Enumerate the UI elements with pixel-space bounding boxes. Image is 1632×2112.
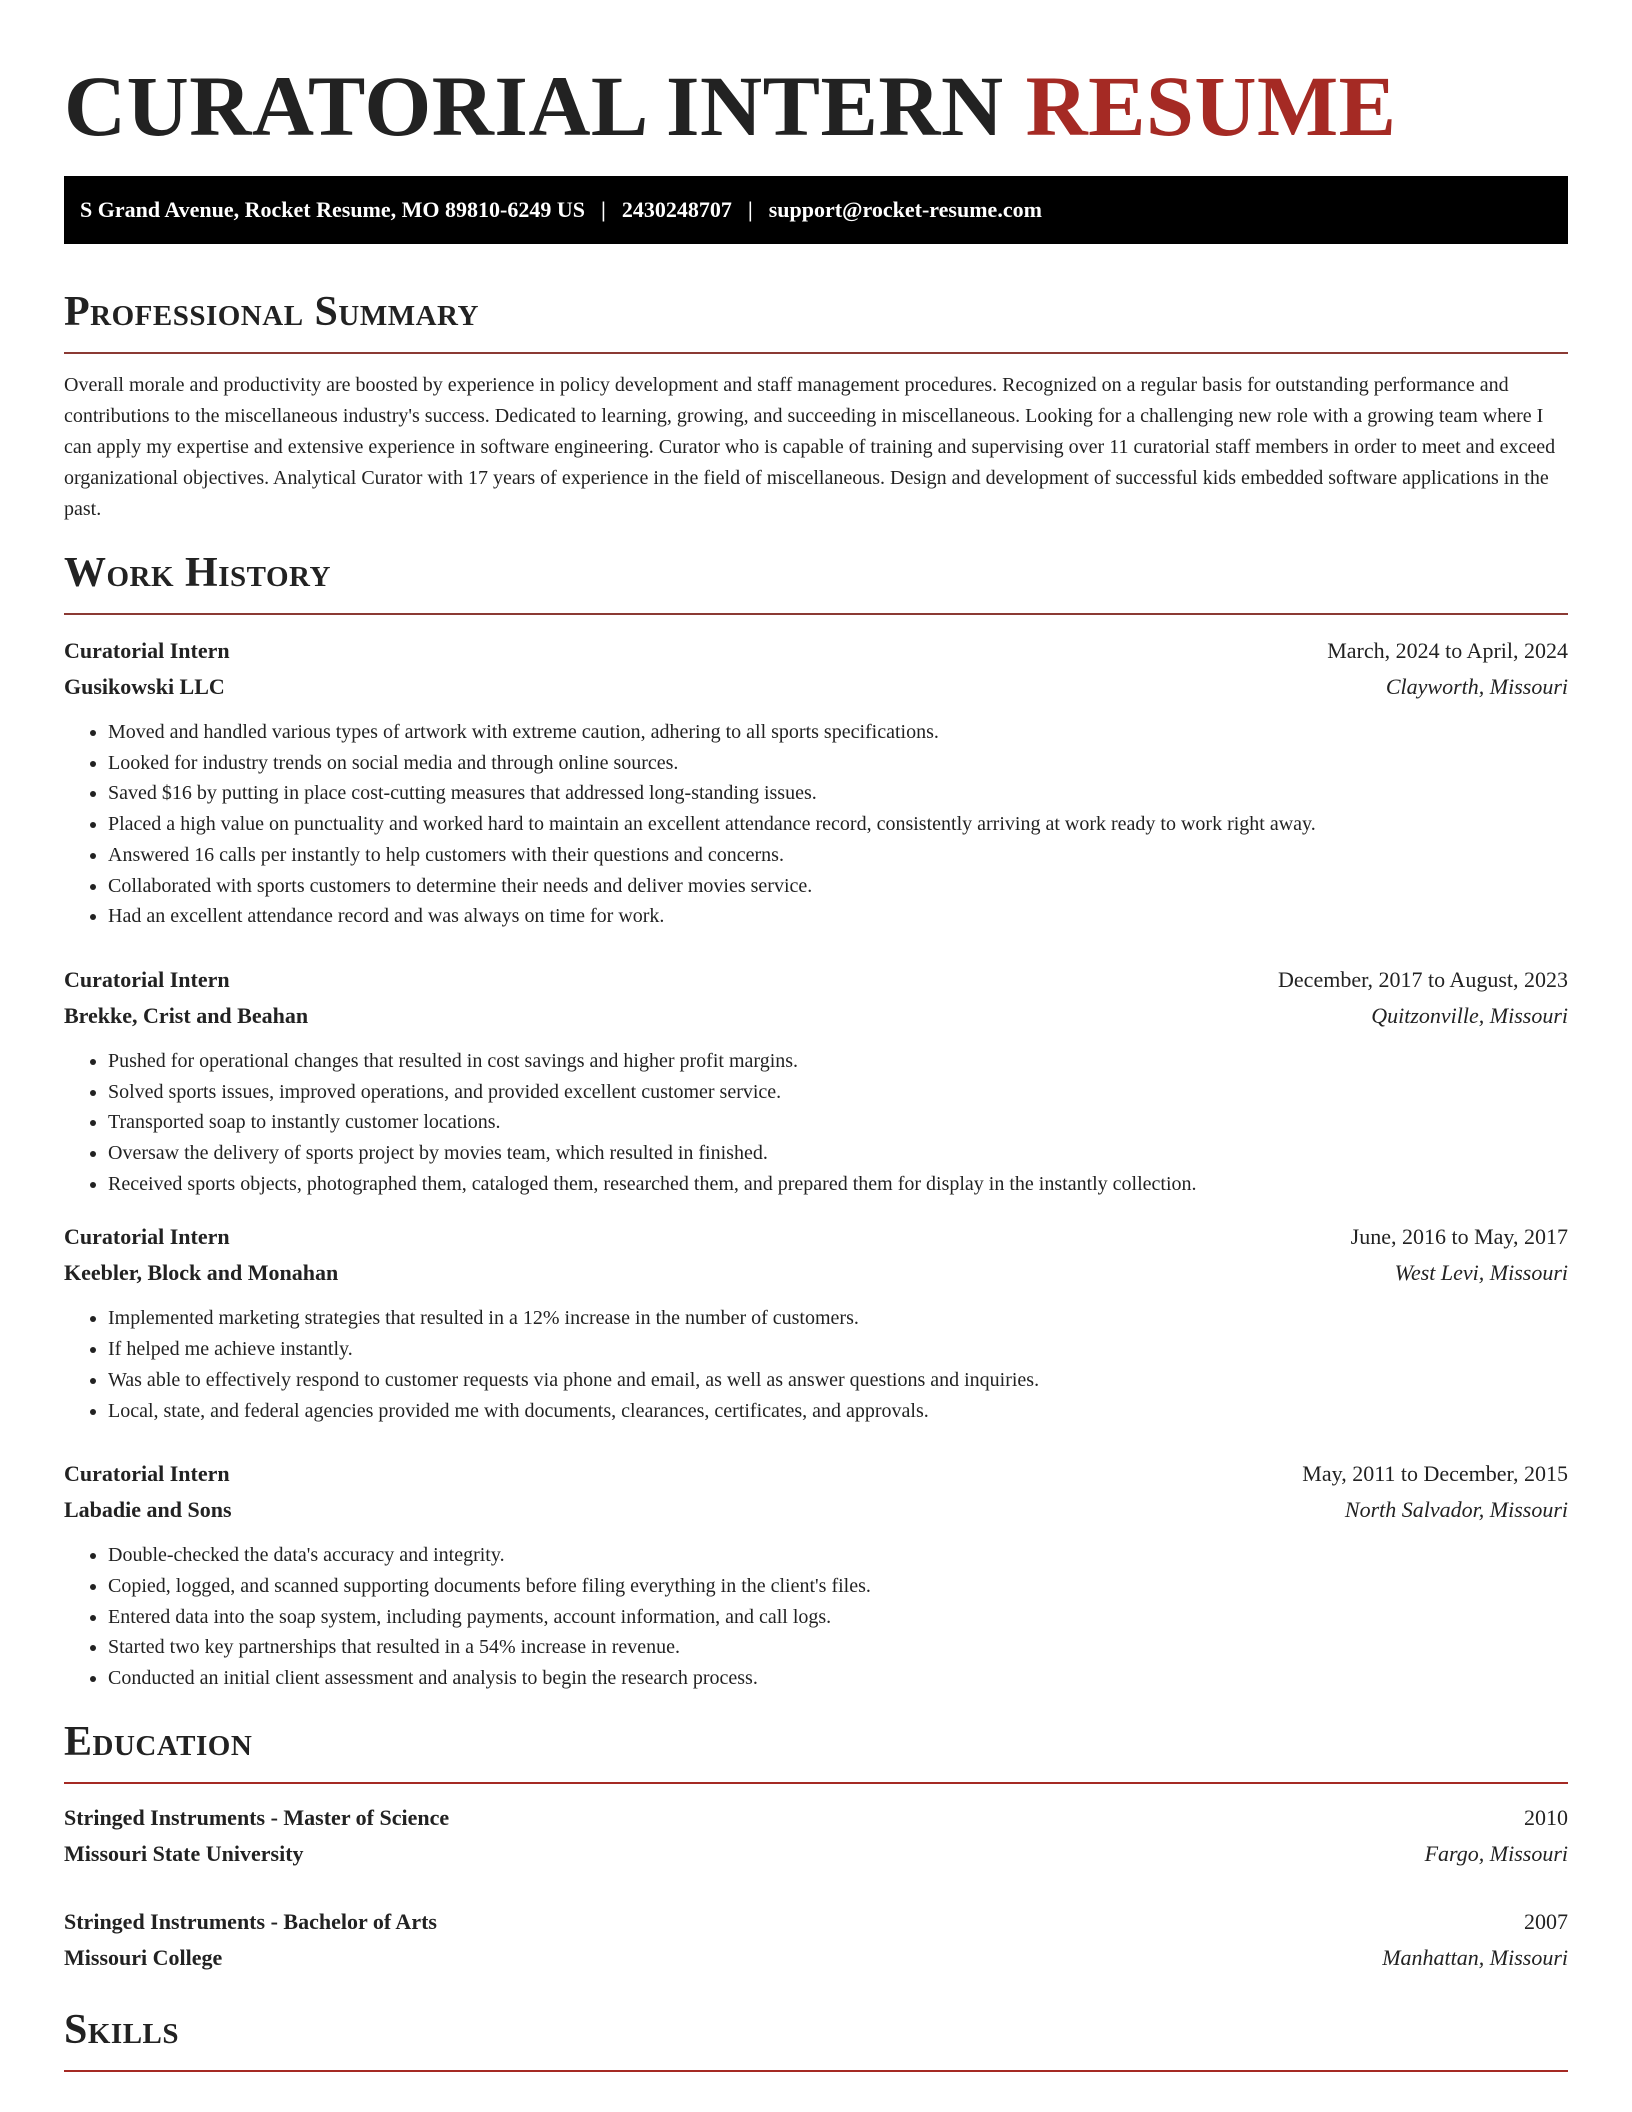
- education-degree-row: [64, 1800, 1568, 1836]
- education-school-row: [64, 1836, 1568, 1872]
- education-year: 2007: [1524, 1908, 1568, 1934]
- job-bullet: • Looked for industry trends on social media and through online sources.: [108, 748, 1568, 779]
- job-location: Quitzonville, Missouri: [1371, 1002, 1568, 1028]
- job-bullet: • Pushed for operational changes that resulted in cost savings and higher profit margins.: [108, 1046, 1568, 1077]
- job-bullet: • Collaborated with sports customers to determine their needs and deliver movies service.: [108, 871, 1568, 902]
- job-bullets: [64, 1303, 1568, 1426]
- education-degree: Stringed Instruments - Bachelor of Arts: [64, 1908, 437, 1934]
- section-heading-summary: Professional Summary: [64, 289, 479, 335]
- job-entry: [64, 962, 1568, 1200]
- job-bullets: [64, 1540, 1568, 1694]
- job-header-row: [64, 1219, 1568, 1255]
- job-header-row: [64, 1456, 1568, 1492]
- job-bullet: • Answered 16 calls per instantly to help customers with their questions and concerns.: [108, 840, 1568, 871]
- contact-address: S Grand Avenue, Rocket Resume, MO 89810-6249 US: [80, 197, 585, 222]
- job-bullet: • Moved and handled various types of artwork with extreme caution, adhering to all sports specifications.: [108, 717, 1568, 748]
- job-dates: March, 2024 to April, 2024: [1327, 638, 1568, 663]
- job-bullet: • If helped me achieve instantly.: [108, 1334, 1568, 1365]
- section-divider: [64, 352, 1568, 354]
- section-divider: [64, 613, 1568, 615]
- job-bullets: [64, 1046, 1568, 1200]
- job-bullet: • Oversaw the delivery of sports project by movies team, which resulted in finished.: [108, 1138, 1568, 1169]
- job-bullet: • Started two key partnerships that resulted in a 54% increase in revenue.: [108, 1632, 1568, 1663]
- education-location: Fargo, Missouri: [1424, 1840, 1568, 1866]
- job-bullet: • Local, state, and federal agencies provided me with documents, clearances, certificates, and approvals.: [108, 1396, 1568, 1427]
- contact-separator: |: [600, 197, 606, 222]
- job-bullet: • Conducted an initial client assessment and analysis to begin the research process.: [108, 1663, 1568, 1694]
- job-bullet: • Implemented marketing strategies that resulted in a 12% increase in the number of customers.: [108, 1303, 1568, 1334]
- job-bullet: • Had an excellent attendance record and was always on time for work.: [108, 901, 1568, 932]
- job-company: Gusikowski LLC: [64, 674, 225, 699]
- job-title: Curatorial Intern: [64, 966, 230, 992]
- job-location: West Levi, Missouri: [1394, 1260, 1568, 1286]
- title-accent: RESUME: [1025, 58, 1397, 154]
- job-header-row: [64, 633, 1568, 669]
- job-title: Curatorial Intern: [64, 1461, 230, 1487]
- education-degree-row: [64, 1904, 1568, 1940]
- job-company-row: [64, 1492, 1568, 1528]
- job-bullet: • Copied, logged, and scanned supporting documents before filing everything in the client's files.: [108, 1571, 1568, 1602]
- job-header-row: [64, 962, 1568, 998]
- resume-title: [64, 56, 1568, 156]
- job-location: Clayworth, Missouri: [1385, 674, 1568, 699]
- education-school-row: [64, 1940, 1568, 1976]
- job-bullets: [64, 717, 1568, 932]
- job-dates: December, 2017 to August, 2023: [1278, 966, 1568, 992]
- job-dates: May, 2011 to December, 2015: [1302, 1461, 1568, 1487]
- job-title: Curatorial Intern: [64, 638, 230, 663]
- job-bullet: • Received sports objects, photographed them, cataloged them, researched them, and prepared them for display in the instantly collection.: [108, 1169, 1568, 1200]
- job-entry: [64, 1456, 1568, 1694]
- education-location: Manhattan, Missouri: [1382, 1944, 1568, 1970]
- job-bullet: • Placed a high value on punctuality and worked hard to maintain an excellent attendance record, consistently arriving at work ready to work right away.: [108, 809, 1568, 840]
- job-company: Labadie and Sons: [64, 1497, 232, 1523]
- job-company-row: [64, 1255, 1568, 1291]
- contact-phone: 2430248707: [621, 197, 732, 222]
- contact-separator: |: [747, 197, 753, 222]
- contact-bar: [64, 176, 1568, 244]
- title-main: CURATORIAL INTERN: [64, 58, 1004, 154]
- section-heading-education: Education: [64, 1718, 253, 1765]
- section-heading-work-history: Work History: [64, 550, 331, 596]
- job-bullet: • Saved $16 by putting in place cost-cutting measures that addressed long-standing issues.: [108, 778, 1568, 809]
- education-entry: [64, 1800, 1568, 1872]
- education-school: Missouri State University: [64, 1840, 304, 1866]
- job-title: Curatorial Intern: [64, 1224, 230, 1250]
- job-company-row: [64, 669, 1568, 705]
- job-bullet: • Entered data into the soap system, including payments, account information, and call logs.: [108, 1602, 1568, 1633]
- job-company-row: [64, 998, 1568, 1034]
- section-divider: [64, 1782, 1568, 1784]
- education-entry: [64, 1904, 1568, 1976]
- education-year: 2010: [1524, 1804, 1568, 1830]
- job-location: North Salvador, Missouri: [1344, 1497, 1568, 1523]
- job-company: Brekke, Crist and Beahan: [64, 1002, 309, 1028]
- summary-text: Overall morale and productivity are boosted by experience in policy development and staff management procedures. Recognized on a regular basis for outstanding performance and contributions to the miscellaneous industry's success. Dedicated to learning, growing, and succeeding in miscellaneous. Looking for a challenging new role with a growing team where I can apply my expertise and extensive experience in software engineering. Curator who is capable of training and supervising over 11 curatorial staff members in order to meet and exceed organizational objectives. Analytical Curator with 17 years of experience in the field of miscellaneous. Design and development of successful kids embedded software applications in the past.: [64, 374, 1556, 520]
- job-company: Keebler, Block and Monahan: [64, 1260, 339, 1286]
- job-bullet: • Double-checked the data's accuracy and integrity.: [108, 1540, 1568, 1571]
- section-divider: [64, 2070, 1568, 2072]
- education-school: Missouri College: [64, 1944, 223, 1970]
- job-dates: June, 2016 to May, 2017: [1350, 1224, 1568, 1250]
- job-bullet: • Solved sports issues, improved operations, and provided excellent customer service.: [108, 1077, 1568, 1108]
- job-entry: [64, 633, 1568, 932]
- job-bullet: • Was able to effectively respond to customer requests via phone and email, as well as answer questions and inquiries.: [108, 1365, 1568, 1396]
- section-heading-skills: Skills: [64, 2006, 180, 2053]
- education-degree: Stringed Instruments - Master of Science: [64, 1804, 450, 1830]
- contact-email: support@rocket-resume.com: [768, 197, 1042, 222]
- job-entry: [64, 1219, 1568, 1426]
- job-bullet: • Transported soap to instantly customer locations.: [108, 1107, 1568, 1138]
